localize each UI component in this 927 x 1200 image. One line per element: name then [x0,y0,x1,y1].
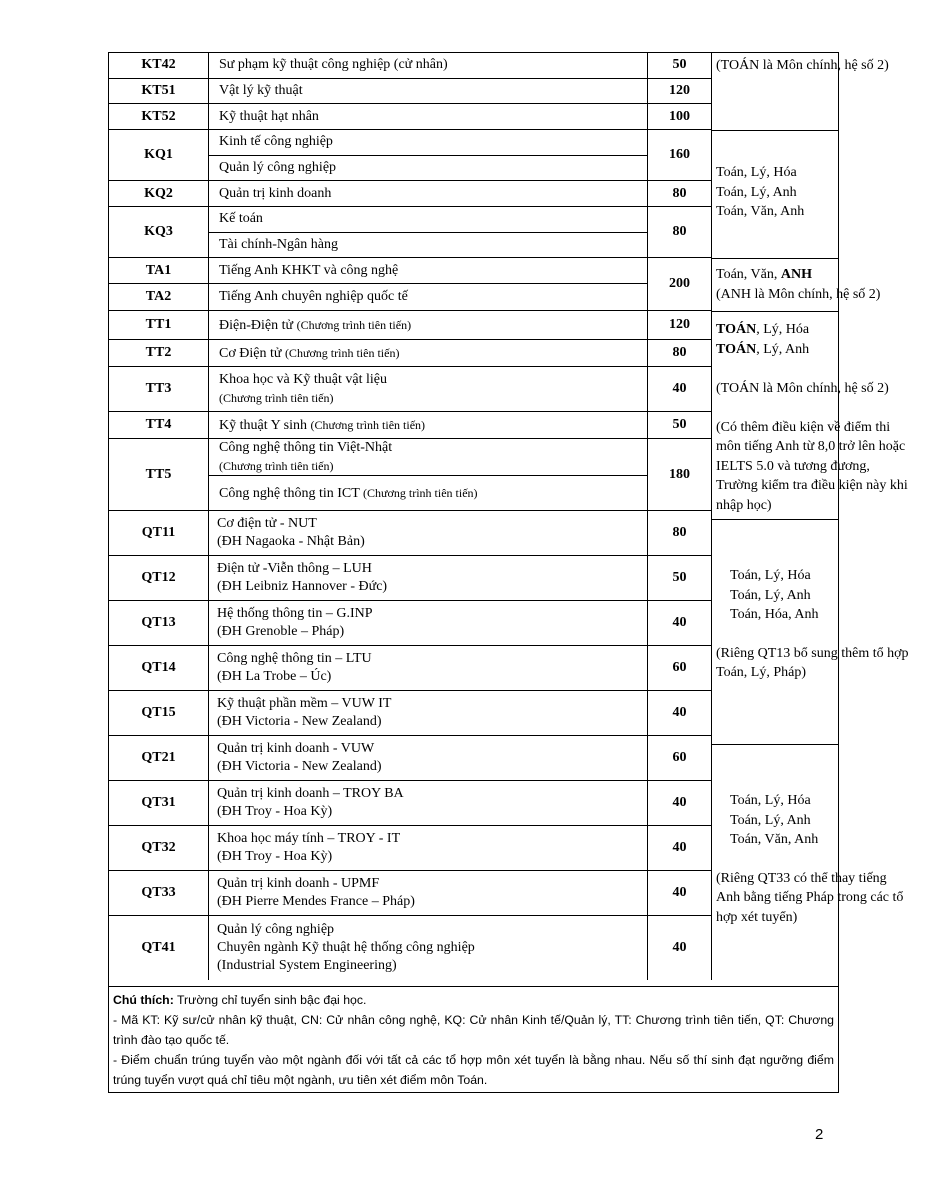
program-name-cell [209,79,648,103]
table-row [109,510,712,555]
program-name-cell [209,104,648,129]
program-code: KT51 [109,79,209,103]
note-qt1-line: Toán, Hóa, Anh [730,607,819,622]
quota: 60 [648,736,712,780]
note-kq [712,130,838,258]
quota: 50 [648,412,712,438]
program-code: KT52 [109,104,209,129]
program-name [209,367,647,411]
note-qt2-line: Toán, Văn, Anh [730,832,819,847]
program-code: TT2 [109,340,209,366]
program-code: QT14 [109,646,209,690]
quota: 40 [648,781,712,825]
quota: 50 [648,556,712,600]
program-name [209,916,647,980]
program-name-detail: (ĐH La Trobe – Úc) [217,669,332,684]
quota: 60 [648,646,712,690]
program-name [209,232,647,258]
program-name [209,475,647,510]
program-code: TT1 [109,311,209,339]
program-name-text: Quản trị kinh doanh - UPMF [217,876,380,891]
note-qt2-line: Toán, Lý, Anh [730,812,811,828]
program-name-text: Khoa học và Kỹ thuật vật liệu [219,372,387,387]
program-code: QT33 [109,871,209,915]
table-row [109,825,712,870]
program-name-cell [209,181,648,206]
note-qt1-line: Toán, Lý, Hóa [730,568,811,583]
program-name-cell [209,439,648,510]
table-row [109,780,712,825]
program-name [209,340,647,366]
program-name [209,736,647,780]
table-row [109,645,712,690]
program-name-text: Sư phạm kỹ thuật công nghiệp (cử nhân) [219,57,448,72]
note-tt-bold: TOÁN [716,341,757,357]
program-name-text: Cơ điện tử - NUT [217,516,317,531]
note-qt2-line: Toán, Lý, Hóa [730,793,811,808]
quota: 200 [648,258,712,310]
program-name-cell [209,412,648,438]
program-code: QT12 [109,556,209,600]
program-name-cell [209,826,648,870]
note-kt [712,52,889,130]
program-type: (Chương trình tiên tiến) [363,485,478,500]
program-name-text: Điện-Điện tử [219,317,297,333]
program-name-cell [209,340,648,366]
table-row [109,555,712,600]
program-code: TA2 [109,284,209,310]
program-name-detail: (ĐH Leibniz Hannover - Đức) [217,579,388,594]
program-name-detail: (ĐH Troy - Hoa Kỳ) [217,849,333,864]
program-name [209,207,647,232]
quota: 40 [648,691,712,735]
note-tt-line1: , Lý, Hóa [756,322,810,337]
footnote-line1: Trường chỉ tuyển sinh bậc đại học. [173,993,367,1007]
table-row [109,600,712,645]
note-kt-text: (TOÁN là Môn chính, hệ số 2) [716,58,889,73]
program-code: QT15 [109,691,209,735]
program-name [209,79,647,103]
program-name-text: Vật lý kỹ thuật [219,83,303,98]
program-name-detail: (Industrial System Engineering) [217,958,397,973]
program-name-detail: (ĐH Grenoble – Pháp) [217,624,345,639]
note-kq-line: Toán, Lý, Hóa [716,165,797,180]
table-row [109,310,712,339]
program-name-cell [209,130,648,180]
table-row [109,438,712,510]
program-name-cell [209,367,648,411]
note-ta-bold: ANH [780,267,812,282]
note-qt1-extra: Toán, Lý, Pháp) [716,665,807,680]
quota: 120 [648,311,712,339]
note-tt-cond: nhập học) [716,497,772,513]
note-tt-cond: môn tiếng Anh từ 8,0 trở lên hoặc [716,439,906,454]
program-name-cell [209,207,648,257]
table-row [109,339,712,366]
program-name-text: Khoa học máy tính – TROY - IT [217,831,401,846]
program-name-detail: (ĐH Pierre Mendes France – Pháp) [217,894,415,909]
program-name-cell [209,646,648,690]
program-name-cell [209,511,648,555]
table-row [109,78,712,103]
note-ta-line2: (ANH là Môn chính, hệ số 2) [716,286,881,302]
table-row [109,366,712,411]
program-name-detail: (ĐH Victoria - New Zealand) [217,759,382,774]
note-qt2 [712,744,904,986]
table-row [109,129,712,180]
note-tt [712,311,908,519]
quota: 180 [648,439,712,510]
program-name [209,52,647,78]
admissions-table [108,52,909,987]
program-name [209,155,647,181]
program-name-text: Cơ Điện tử [219,345,285,361]
footnote-line2: - Mã KT: Kỹ sư/cử nhân kỹ thuật, CN: Cử nhân công nghệ, KQ: Cử nhân Kinh tế/Quản lý, TT: Chương trình tiên tiến, QT: Chương trình đào tạo quốc tế. [113,1013,834,1047]
program-name-cell [209,916,648,980]
program-name-cell [209,691,648,735]
program-name-cell [209,258,648,283]
note-kq-line: Toán, Văn, Anh [716,204,805,219]
note-ta-line1: Toán, Văn, [716,267,781,282]
program-name-text: Quản lý công nghiệp [217,922,335,937]
program-name [209,511,647,555]
table-row [109,180,712,206]
program-code: TA1 [109,258,209,283]
program-name [209,826,647,870]
program-name-detail: (ĐH Troy - Hoa Kỳ) [217,804,333,819]
note-tt-line2: , Lý, Anh [756,341,810,357]
note-qt1-line: Toán, Lý, Anh [730,587,811,603]
program-name [209,181,647,206]
note-ta [712,258,881,311]
program-name-text: Điện tử -Viễn thông – LUH [217,561,372,576]
program-type: (Chương trình tiên tiến) [284,345,400,360]
program-name-cell [209,736,648,780]
quota: 40 [648,367,712,411]
program-name-cell [209,52,648,78]
program-name-text: Kế toán [219,211,263,227]
program-code: QT41 [109,916,209,980]
program-name-detail: (Chương trình tiên tiến) [219,459,334,473]
quota: 100 [648,104,712,129]
program-name [209,412,647,438]
program-name-text: Quản trị kinh doanh - VUW [217,741,375,756]
quota: 50 [648,52,712,78]
program-code: KQ1 [109,130,209,180]
note-tt-line3: (TOÁN là Môn chính, hệ số 2) [716,381,889,396]
program-name [209,691,647,735]
program-code: TT5 [109,439,209,510]
program-code: TT4 [109,412,209,438]
program-name-text: Hệ thống thông tin – G.INP [217,606,373,621]
program-name [209,284,647,310]
program-name [209,601,647,645]
quota: 160 [648,130,712,180]
program-name-cell [209,311,648,339]
program-name-text: Kỹ thuật hạt nhân [219,108,319,124]
program-name [209,258,647,283]
program-name [209,556,647,600]
table-row [109,735,712,780]
note-tt-bold: TOÁN [716,322,757,337]
quota: 40 [648,601,712,645]
program-name [209,781,647,825]
note-qt2-extra: Anh bằng tiếng Pháp trong các tổ [716,890,904,905]
program-name-text: Quản lý công nghiệp [219,159,337,175]
program-code: QT32 [109,826,209,870]
table-row [109,103,712,129]
table-row [109,206,712,257]
program-type: (Chương trình tiên tiến) [296,317,412,332]
quota: 40 [648,826,712,870]
program-name-cell [209,284,648,310]
footnote-line3: - Điểm chuẩn trúng tuyển vào một ngành đối với tất cả các tổ hợp môn xét tuyển là bằng nhau. Nếu số thí sinh đạt ngưỡng điểm trúng tuyển vượt quá chỉ tiêu một ngành, ưu tiên xét điểm môn Toán. [113,1053,834,1087]
quota: 80 [648,181,712,206]
program-name-text: Công nghệ thông tin – LTU [217,651,372,666]
note-tt-cond: Trường kiểm tra điều kiện này khi [716,478,908,493]
quota: 80 [648,511,712,555]
program-name-text: Kỹ thuật Y sinh [219,417,311,433]
program-code: TT3 [109,367,209,411]
program-name-detail: (ĐH Nagaoka - Nhật Bản) [217,534,365,549]
program-name-detail: Chuyên ngành Kỹ thuật hệ thống công nghiệp [217,940,475,955]
program-code: KQ2 [109,181,209,206]
program-name-cell [209,601,648,645]
note-qt2-extra: (Riêng QT33 có thể thay tiếng [716,870,887,886]
quota: 40 [648,871,712,915]
program-name-text: Kỹ thuật phần mềm – VUW IT [217,696,392,711]
quota: 80 [648,207,712,257]
program-name [209,871,647,915]
table-row [109,52,712,78]
table-row [109,257,712,283]
program-code: QT21 [109,736,209,780]
program-name [209,311,647,339]
program-name-text: Tiếng Anh chuyên nghiệp quốc tế [219,289,408,304]
program-name-text: Công nghệ thông tin ICT [219,485,364,501]
program-type: (Chương trình tiên tiến) [310,417,426,432]
page-number: 2 [815,1126,824,1143]
footnote-label: Chú thích: [113,993,174,1007]
program-name-text: Kinh tế công nghiệp [219,134,333,150]
program-name-cell [209,871,648,915]
program-name-detail: (Chương trình tiên tiến) [219,391,334,405]
program-name-text: Công nghệ thông tin Việt-Nhật [219,440,393,455]
program-name-text: Quản trị kinh doanh – TROY BA [217,786,404,801]
footnote [108,986,839,1093]
program-code: QT13 [109,601,209,645]
program-code: KQ3 [109,207,209,257]
program-code: QT11 [109,511,209,555]
table-row [109,690,712,735]
program-name-text: Quản trị kinh doanh [219,185,332,201]
quota: 40 [648,916,712,980]
table-row [109,411,712,438]
program-name [209,130,647,155]
note-kq-line: Toán, Lý, Anh [716,184,797,200]
program-name [209,439,647,475]
program-name-text: Tiếng Anh KHKT và công nghệ [219,262,399,278]
quota: 120 [648,79,712,103]
program-code: KT42 [109,52,209,78]
quota: 80 [648,340,712,366]
program-name [209,104,647,129]
note-tt-cond: (Có thêm điều kiện về điểm thi [716,419,891,435]
program-name [209,646,647,690]
program-name-cell [209,781,648,825]
program-code: QT31 [109,781,209,825]
program-name-text: Tài chính-Ngân hàng [219,236,338,252]
program-name-detail: (ĐH Victoria - New Zealand) [217,714,382,729]
table-row [109,870,712,915]
program-name-cell [209,556,648,600]
note-qt1-extra: (Riêng QT13 bổ sung thêm tổ hợp [716,645,909,661]
note-qt2-extra: hợp xét tuyển) [716,909,798,925]
note-qt1 [712,519,909,744]
table-row [109,276,712,310]
note-tt-cond: IELTS 5.0 và tương đương, [716,458,870,474]
table-row [109,915,712,980]
